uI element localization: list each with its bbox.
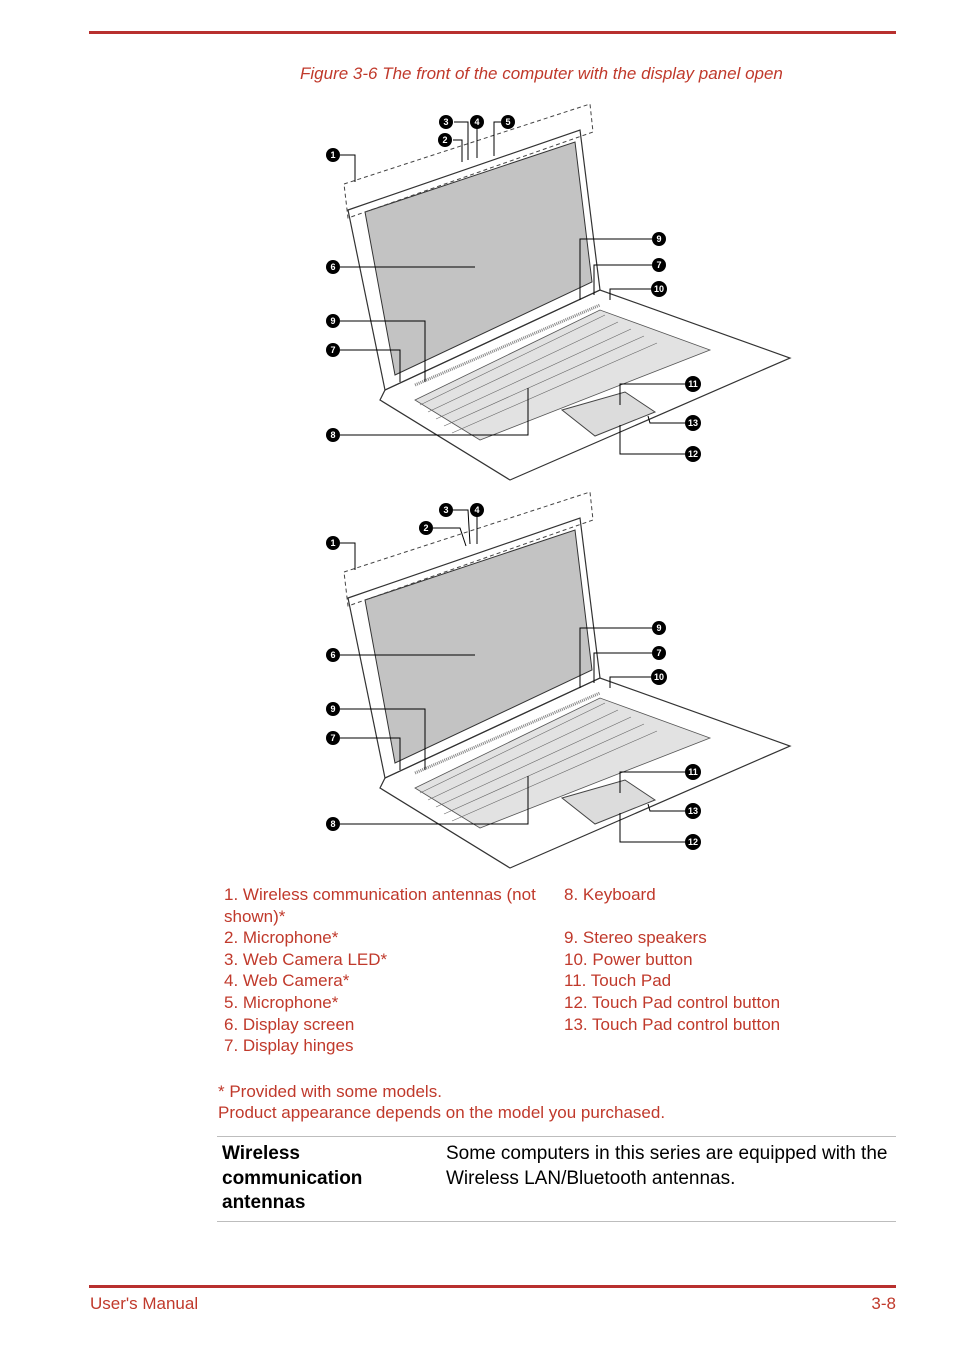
legend-item: 10. Power button [564,949,693,969]
svg-text:9: 9 [656,234,662,244]
legend-item: 5. Microphone* [224,992,339,1012]
svg-text:4: 4 [474,117,480,127]
callout-4 [470,503,484,517]
callout-3 [439,115,453,129]
svg-text:7: 7 [656,648,662,658]
svg-text:8: 8 [330,819,336,829]
definition-description: Some computers in this series are equipped with the Wireless LAN/Bluetooth antennas. [446,1143,888,1189]
svg-text:8: 8 [330,430,336,440]
callout-9-left [326,314,340,328]
callout-1 [326,536,340,550]
laptop-illustration [300,100,820,490]
callout-12 [685,834,701,850]
svg-text:6: 6 [330,650,336,660]
figure-notes [218,1081,665,1123]
definition-table [217,1136,896,1222]
svg-text:2: 2 [423,523,429,533]
legend-spacer [564,906,884,928]
svg-text:11: 11 [688,767,698,777]
callout-6 [326,648,340,662]
legend-item: 3. Web Camera LED* [224,949,388,969]
legend-item: 9. Stereo speakers [564,928,707,948]
legend-item: 13. Touch Pad control button [564,1014,781,1034]
svg-text:1: 1 [330,150,336,160]
legend-column-left [224,884,544,1057]
svg-text:9: 9 [330,316,336,326]
callout-13 [685,803,701,819]
svg-text:1: 1 [330,538,336,548]
callout-1 [326,148,340,162]
laptop-illustration [300,488,820,878]
page-number: 3-8 [871,1294,896,1313]
legend-item: 1. Wireless communication antennas (not shown)* [224,885,536,926]
legend-column-right [564,884,884,1035]
legend-item: 6. Display screen [224,1014,355,1034]
callout-8 [326,817,340,831]
callout-13 [685,415,701,431]
svg-text:10: 10 [653,284,665,294]
laptop-figure-bottom [300,488,820,878]
legend-item: 7. Display hinges [224,1036,354,1056]
callout-10 [651,669,667,685]
svg-text:3: 3 [443,505,449,515]
svg-text:4: 4 [474,505,480,515]
callout-4 [470,115,484,129]
callout-7-right [652,646,666,660]
callout-11 [685,376,701,392]
svg-text:11: 11 [688,379,698,389]
svg-text:7: 7 [656,260,662,270]
callout-9-right [652,621,666,635]
footer-manual-title: User's Manual [90,1294,199,1313]
svg-text:9: 9 [656,623,662,633]
legend-item: 8. Keyboard [564,885,656,904]
legend-item: 11. Touch Pad [564,971,672,991]
callout-2 [438,133,452,147]
svg-text:9: 9 [330,704,336,714]
callout-8 [326,428,340,442]
svg-text:12: 12 [687,449,699,459]
callout-12 [685,446,701,462]
svg-text:6: 6 [330,262,336,272]
callout-11 [685,764,701,780]
header-rule [89,31,896,34]
note-provided-models: * Provided with some models. [218,1082,442,1101]
svg-text:13: 13 [687,806,699,816]
callout-2 [419,521,433,535]
legend-item: 12. Touch Pad control button [564,992,781,1012]
laptop-figure-top [300,100,820,490]
svg-text:3: 3 [443,117,449,127]
svg-text:7: 7 [330,345,336,355]
callout-7-left [326,731,340,745]
svg-text:5: 5 [505,117,511,127]
svg-text:7: 7 [330,733,336,743]
note-appearance: Product appearance depends on the model you purchased. [218,1103,666,1122]
svg-text:10: 10 [653,672,665,682]
callout-7-left [326,343,340,357]
svg-text:2: 2 [442,135,448,145]
definition-term: Wireless communication antennas [222,1143,363,1213]
legend-item: 4. Web Camera* [224,971,350,991]
svg-text:12: 12 [687,837,699,847]
callout-5 [501,115,515,129]
callout-9-right [652,232,666,246]
footer-rule [89,1285,896,1288]
callout-10 [651,281,667,297]
legend-item: 2. Microphone* [224,928,339,948]
callout-3 [439,503,453,517]
callout-9-left [326,702,340,716]
callout-7-right [652,258,666,272]
figure-caption: Figure 3-6 The front of the computer with the display panel open [300,64,783,83]
callout-6 [326,260,340,274]
svg-text:13: 13 [687,418,699,428]
